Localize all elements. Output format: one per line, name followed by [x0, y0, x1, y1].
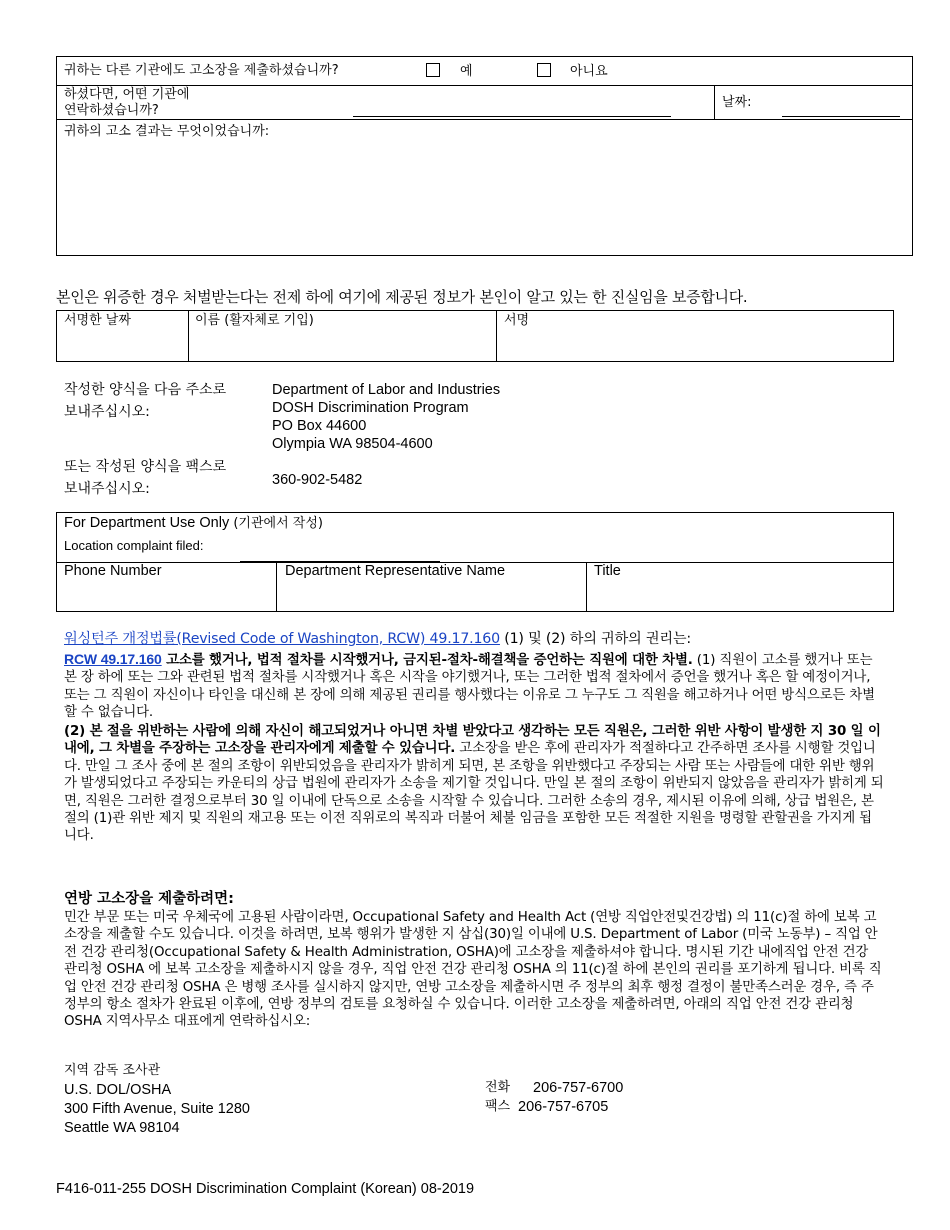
rcw-heading-link[interactable]: 워싱턴주 개정법률(Revised Code of Washington, RCW) 49.17.160: [64, 631, 500, 647]
no-checkbox[interactable]: [537, 63, 551, 77]
rcw-link[interactable]: RCW 49.17.160: [64, 651, 162, 667]
which-agency-field[interactable]: [353, 116, 671, 117]
osha-phone-label: 전화: [485, 1080, 511, 1095]
cell-divider: [188, 310, 189, 362]
department-use-title: [64, 512, 323, 531]
date-signed-label: 서명한 날짜: [64, 313, 131, 328]
federal-heading: 연방 고소장을 제출하려면:: [64, 891, 234, 907]
title-label: Title: [594, 563, 621, 579]
yes-label: 예: [460, 64, 473, 79]
row-divider: [56, 119, 913, 120]
rights-p1-text: (1) 직원이 고소를 했거나 또는 본 장 하에 또는 그와 관련된 법적 절차를 시작했거나 혹은 시작을 야기했거나, 또는 그러한 법적 절차에서 증언을 했거나 혹은 할 예정이거나, 또는 그 직원이 자신이나 타인을 대신해 본 장에 의해 제공된 권리를 행사했다는 이유로 그 누구도 그 직원을 해고하거나 어떤 방식으로든 차별할 수 없습니다.: [64, 653, 875, 721]
office-line-1: U.S. DOL/OSHA: [64, 1082, 172, 1098]
cell-divider: [496, 310, 497, 362]
date-signed-field[interactable]: [58, 330, 186, 360]
date-field[interactable]: [782, 116, 900, 117]
printed-name-field[interactable]: [190, 330, 494, 360]
location-filed-field[interactable]: [240, 561, 440, 562]
address-line-1: Department of Labor and Industries: [272, 382, 501, 398]
rights-heading: [64, 630, 691, 648]
rights-paragraph-1: [64, 651, 884, 722]
other-agency-question: 귀하는 다른 기관에도 고소장을 제출하셨습니까?: [64, 63, 339, 78]
cell-divider: [586, 562, 587, 612]
which-agency-label-line1: 하셨다면, 어떤 기관에: [64, 87, 190, 102]
address-line-4: Olympia WA 98504-4600: [272, 436, 433, 452]
office-line-3: Seattle WA 98104: [64, 1120, 180, 1136]
rights-p2-bold: (2) 본 절을 위반하는 사람에 의해 자신이 해고되었거나 아니면 차별 받았다고 생각하는 모든 직원은, 그러한 위반 사항이 발생한 지 30 일 이내에, 그 차별을 주장하는 고소장을 관리자에게 제출할 수 있습니다.: [64, 724, 881, 757]
address-line-2: DOSH Discrimination Program: [272, 400, 469, 416]
osha-fax-number: 206-757-6705: [518, 1099, 609, 1115]
office-title: 지역 감독 조사관: [64, 1063, 161, 1078]
date-label: 날짜:: [722, 95, 752, 110]
no-label: 아니요: [570, 64, 608, 79]
which-agency-label-line2: 연락하셨습니까?: [64, 103, 159, 118]
rights-p2-text: 고소장을 받은 후에 관리자가 적절하다고 간주하면 조사를 시행할 것입니다. 만일 그 조사 중에 본 절의 조항이 위반되었음을 관리자가 밝히게 되면, 본 조항을 위반했다고 주장되는 사람 또는 사람들에 대한 위반 행위가 발생되었다고 주장되는 카운티의 상급 법원에 관리자가 소송을 제기할 것입니다. 만일 본 절의 조항이 위반되지 않았음을 관리자가 밝히게 되면, 직원은 그러한 결정으로부터 30 일 이내에 단독으로 소송을 시작할 수 있습니다. 그러한 소송의 경우, 제시된 이유에 의해, 상급 법원은, 본 절의 (1)관 위반 제지 및 직원의 재고용 또는 이전 직위로의 복직과 더불어 체불 임금을 포함한 모든 적절한 지원을 명령할 관할권을 가지게 됩니다.: [64, 741, 884, 844]
complaint-result-field[interactable]: [60, 142, 908, 252]
cell-divider: [276, 562, 277, 612]
printed-name-label: 이름 (활자체로 기입): [195, 313, 314, 328]
date-cell-divider: [714, 85, 715, 119]
address-line-3: PO Box 44600: [272, 418, 367, 434]
department-use-title-en: For Department Use Only: [64, 515, 230, 531]
form-footer: F416-011-255 DOSH Discrimination Complaint (Korean) 08-2019: [56, 1181, 475, 1197]
fax-label-line1: 또는 작성된 양식을 팩스로: [64, 459, 227, 475]
department-use-title-ko: (기관에서 작성): [229, 516, 323, 531]
rights-heading-rest: (1) 및 (2) 하의 귀하의 권리는:: [499, 631, 691, 647]
rep-name-label: Department Representative Name: [285, 563, 506, 579]
osha-fax-label: 팩스: [485, 1099, 511, 1114]
send-form-label-line1: 작성한 양식을 다음 주소로: [64, 382, 227, 398]
rights-paragraph-2: [64, 723, 884, 845]
signature-field[interactable]: [498, 330, 892, 360]
signature-label: 서명: [504, 313, 530, 328]
osha-phone-number: 206-757-6700: [533, 1080, 624, 1096]
send-form-label-line2: 보내주십시오:: [64, 404, 150, 420]
fax-label-line2: 보내주십시오:: [64, 481, 150, 497]
phone-number-label: Phone Number: [64, 563, 162, 579]
office-line-2: 300 Fifth Avenue, Suite 1280: [64, 1101, 250, 1117]
federal-paragraph: 민간 부문 또는 미국 우체국에 고용된 사람이라면, Occupational Safety and Health Act (연방 직업안전및건강법) 의 11(c)절 하에 보복 고소장을 제출할 수도 있습니다. 이것을 하려면, 보복 행위가 발생한 지 삼십(30)일 이내에 U.S. Department of Labor (미국 노동부) – 직업 안전 건강 관리청(Occupational Safety & Health Administration, OSHA)에 고소장을 제출하셔야 합니다. 명시된 기간 내에직업 안전 건강 관리청 OSHA 에 보복 고소장을 제출하시지 않을 경우, 직업 안전 건강 관리청 OSHA 의 11(c)절 하에 본인의 권리를 포기하게 됩니다. 비록 직업 안전 건강 관리청 OSHA 은 병행 조사를 실시하지 않지만, 연방 고소장을 제출하시면 주 정부의 최후 행정 결정이 불만족스러운 경우, 즉 주 정부의 항소 절차가 완료된 이후에, 연방 정부의 검토를 요청하실 수 있습니다. 이러한 고소장을 제출하려면, 아래의 직업 안전 건강 관리청 OSHA 지역사무소 대표에게 연락하십시오:: [64, 910, 882, 1030]
rights-p1-bold: 고소를 했거나, 법적 절차를 시작했거나, 금지된-절차-해결책을 증언하는 직원에 대한 차별.: [161, 653, 693, 668]
complaint-result-label: 귀하의 고소 결과는 무엇이었습니까:: [64, 124, 270, 139]
certification-statement: 본인은 위증한 경우 처벌받는다는 전제 하에 여기에 제공된 정보가 본인이 알고 있는 한 진실임을 보증합니다.: [56, 288, 748, 306]
yes-checkbox[interactable]: [426, 63, 440, 77]
fax-number: 360-902-5482: [272, 472, 363, 488]
location-filed-label: Location complaint filed:: [64, 538, 204, 553]
